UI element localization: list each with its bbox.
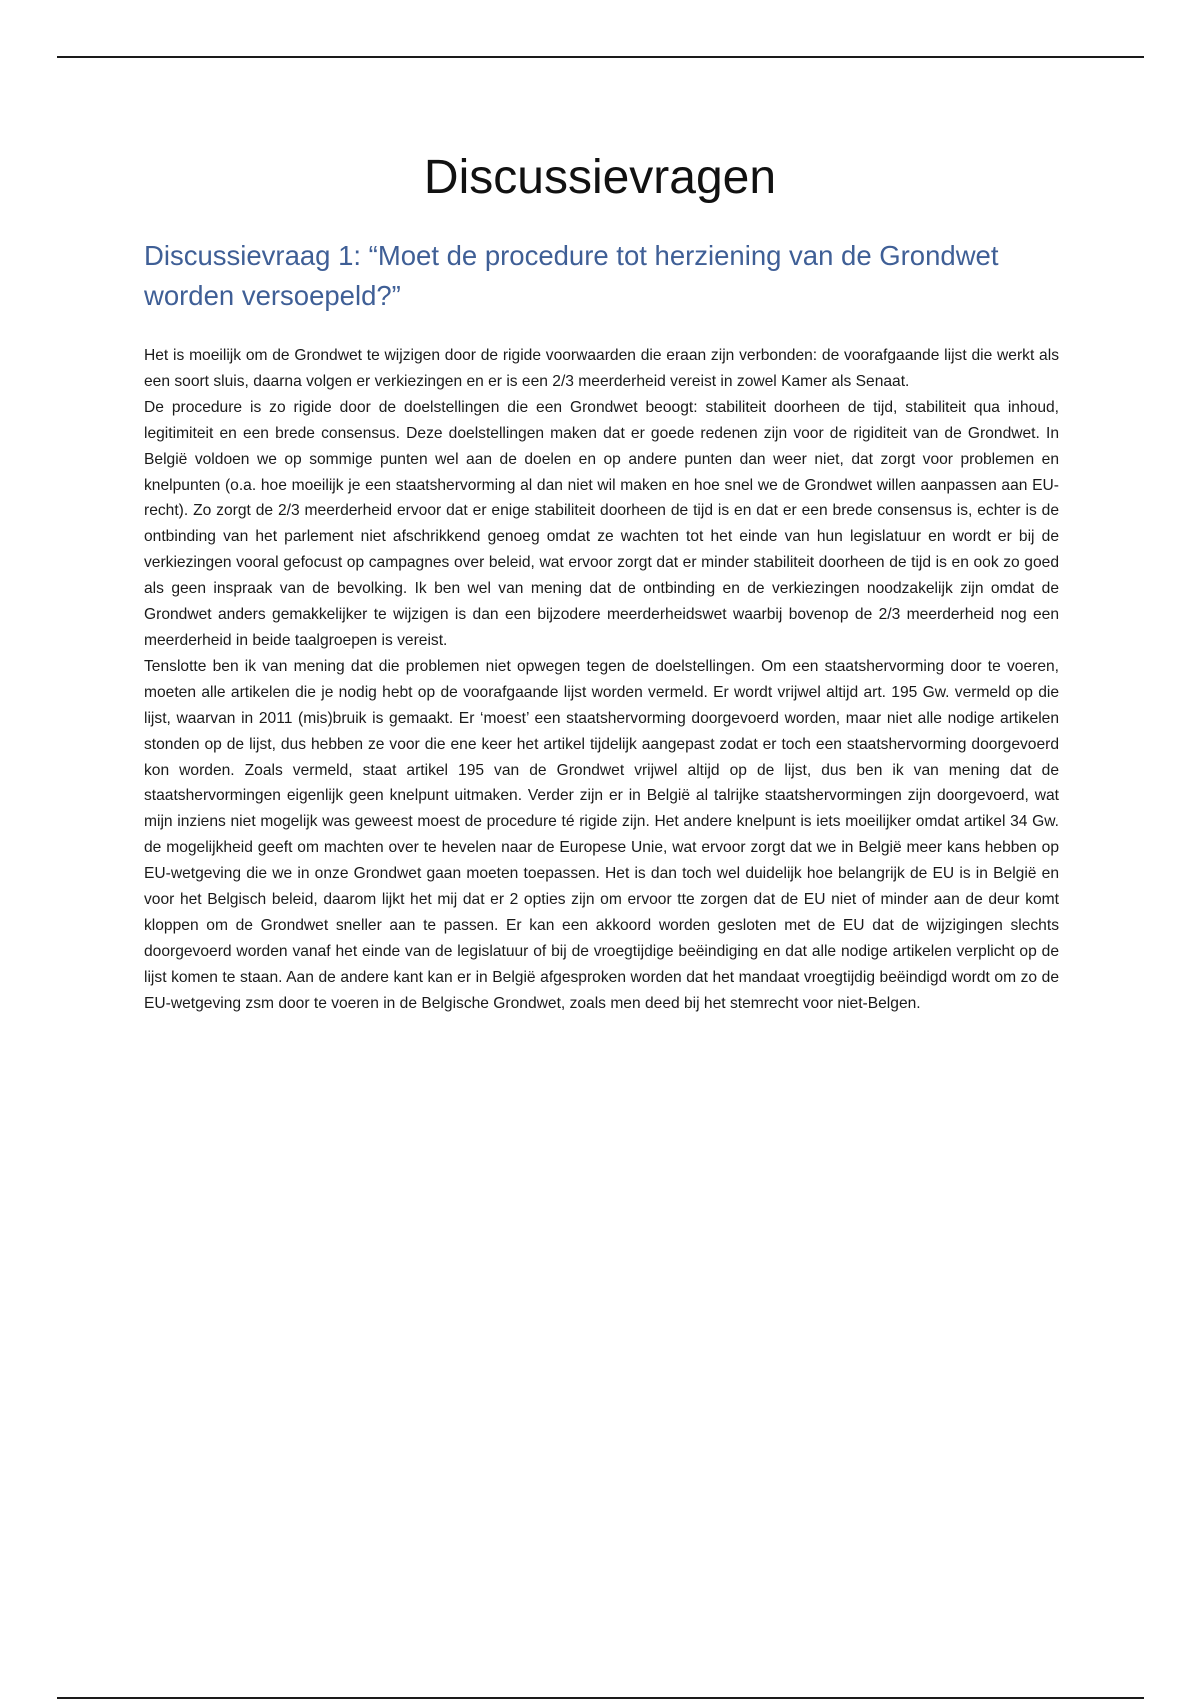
question-heading: Discussievraag 1: “Moet de procedure tot herziening van de Grondwet worden versoepeld?”: [144, 240, 999, 311]
bottom-divider: [57, 1697, 1144, 1699]
paragraph-intro: Het is moeilijk om de Grondwet te wijzigen door de rigide voorwaarden die eraan zijn verbonden: de voorafgaande lijst die werkt als een soort sluis, daarna volgen er verkiezingen en er is een 2/3 meerderheid vereist in zowel Kamer als Senaat.: [144, 347, 1059, 390]
page-title: Discussievragen: [423, 151, 777, 204]
paragraph-conclusion: Tenslotte ben ik van mening dat die problemen niet opwegen tegen de doelstellingen. Om een staatshervorming door te voeren, moeten alle artikelen die je nodig hebt op de voorafgaande lijst worden vermeld. Er wordt vrijwel altijd art. 195 Gw. vermeld op die lijst, waarvan in 2011 (mis)bruik is gemaakt. Er ‘moest’ een staatshervorming doorgevoerd worden, maar niet alle nodige artikelen stonden op de lijst, dus hebben ze voor die ene keer het artikel tijdelijk aangepast zodat er toch een staatshervorming doorgevoerd kon worden. Zoals vermeld, staat artikel 195 van de Grondwet vrijwel altijd op de lijst, dus ben ik van mening dat de staatshervormingen eigenlijk geen knelpunt uitmaken. Verder zijn er in België al talrijke staatshervormingen zijn doorgevoerd, wat mijn inziens niet mogelijk was geweest moest de procedure té rigide zijn. Het andere knelpunt is iets moeilijker omdat artikel 34 Gw. de mogelijkheid geeft om machten over te hevelen naar de Europese Unie, wat ervoor zorgt dat we in België meer kans hebben op EU-wetgeving die we in onze Grondwet gaan moeten toepassen. Het is dan toch wel duidelijk hoe belangrijk de EU is in België en voor het Belgisch beleid, daarom lijkt het mij dat er 2 opties zijn om ervoor tte zorgen dat de EU niet of minder aan de deur komt kloppen om de Grondwet sneller aan te passen. Er kan een akkoord worden gesloten met de EU dat de wijzigingen slechts doorgevoerd worden vanaf het einde van de legislatuur of bij de vroegtijdige beëindiging en dat alle nodige artikelen verplicht op de lijst komen te staan. Aan de andere kant kan er in België afgesproken worden dat het mandaat vroegtijdig beëindigd wordt om zo de EU-wetgeving zsm door te voeren in de Belgische Grondwet, zoals men deed bij het stemrecht voor niet-Belgen.: [144, 657, 1059, 1012]
body-text: [144, 343, 1059, 1017]
top-divider: [57, 56, 1144, 58]
paragraph-rigidity: De procedure is zo rigide door de doelstellingen die een Grondwet beoogt: stabiliteit doorheen de tijd, stabiliteit qua inhoud, legitimiteit en een brede consensus. Deze doelstellingen maken dat er goede redenen zijn voor de rigiditeit van de Grondwet. In België voldoen we op sommige punten wel aan de doelen en op andere punten dan weer niet, dat zorgt voor problemen en knelpunten (o.a. hoe moeilijk je een staatshervorming al dan niet wil maken en hoe snel we de Grondwet willen aanpassen aan EU-recht). Zo zorgt de 2/3 meerderheid ervoor dat er enige stabiliteit doorheen de tijd is en dat er een brede consensus is, echter is de ontbinding van het parlement niet afschrikkend genoeg omdat ze wachten tot het einde van hun legislatuur en wordt er bij de verkiezingen vooral gefocust op campagnes over beleid, wat ervoor zorgt dat er minder stabiliteit doorheen de tijd is en ook zo goed als geen inspraak van de bevolking. Ik ben wel van mening dat de ontbinding en de verkiezingen noodzakelijk zijn omdat de Grondwet anders gemakkelijker te wijzigen is dan een bijzodere meerderheidswet waarbij bovenop de 2/3 meerderheid nog een meerderheid in beide taalgroepen is vereist.: [144, 398, 1059, 649]
